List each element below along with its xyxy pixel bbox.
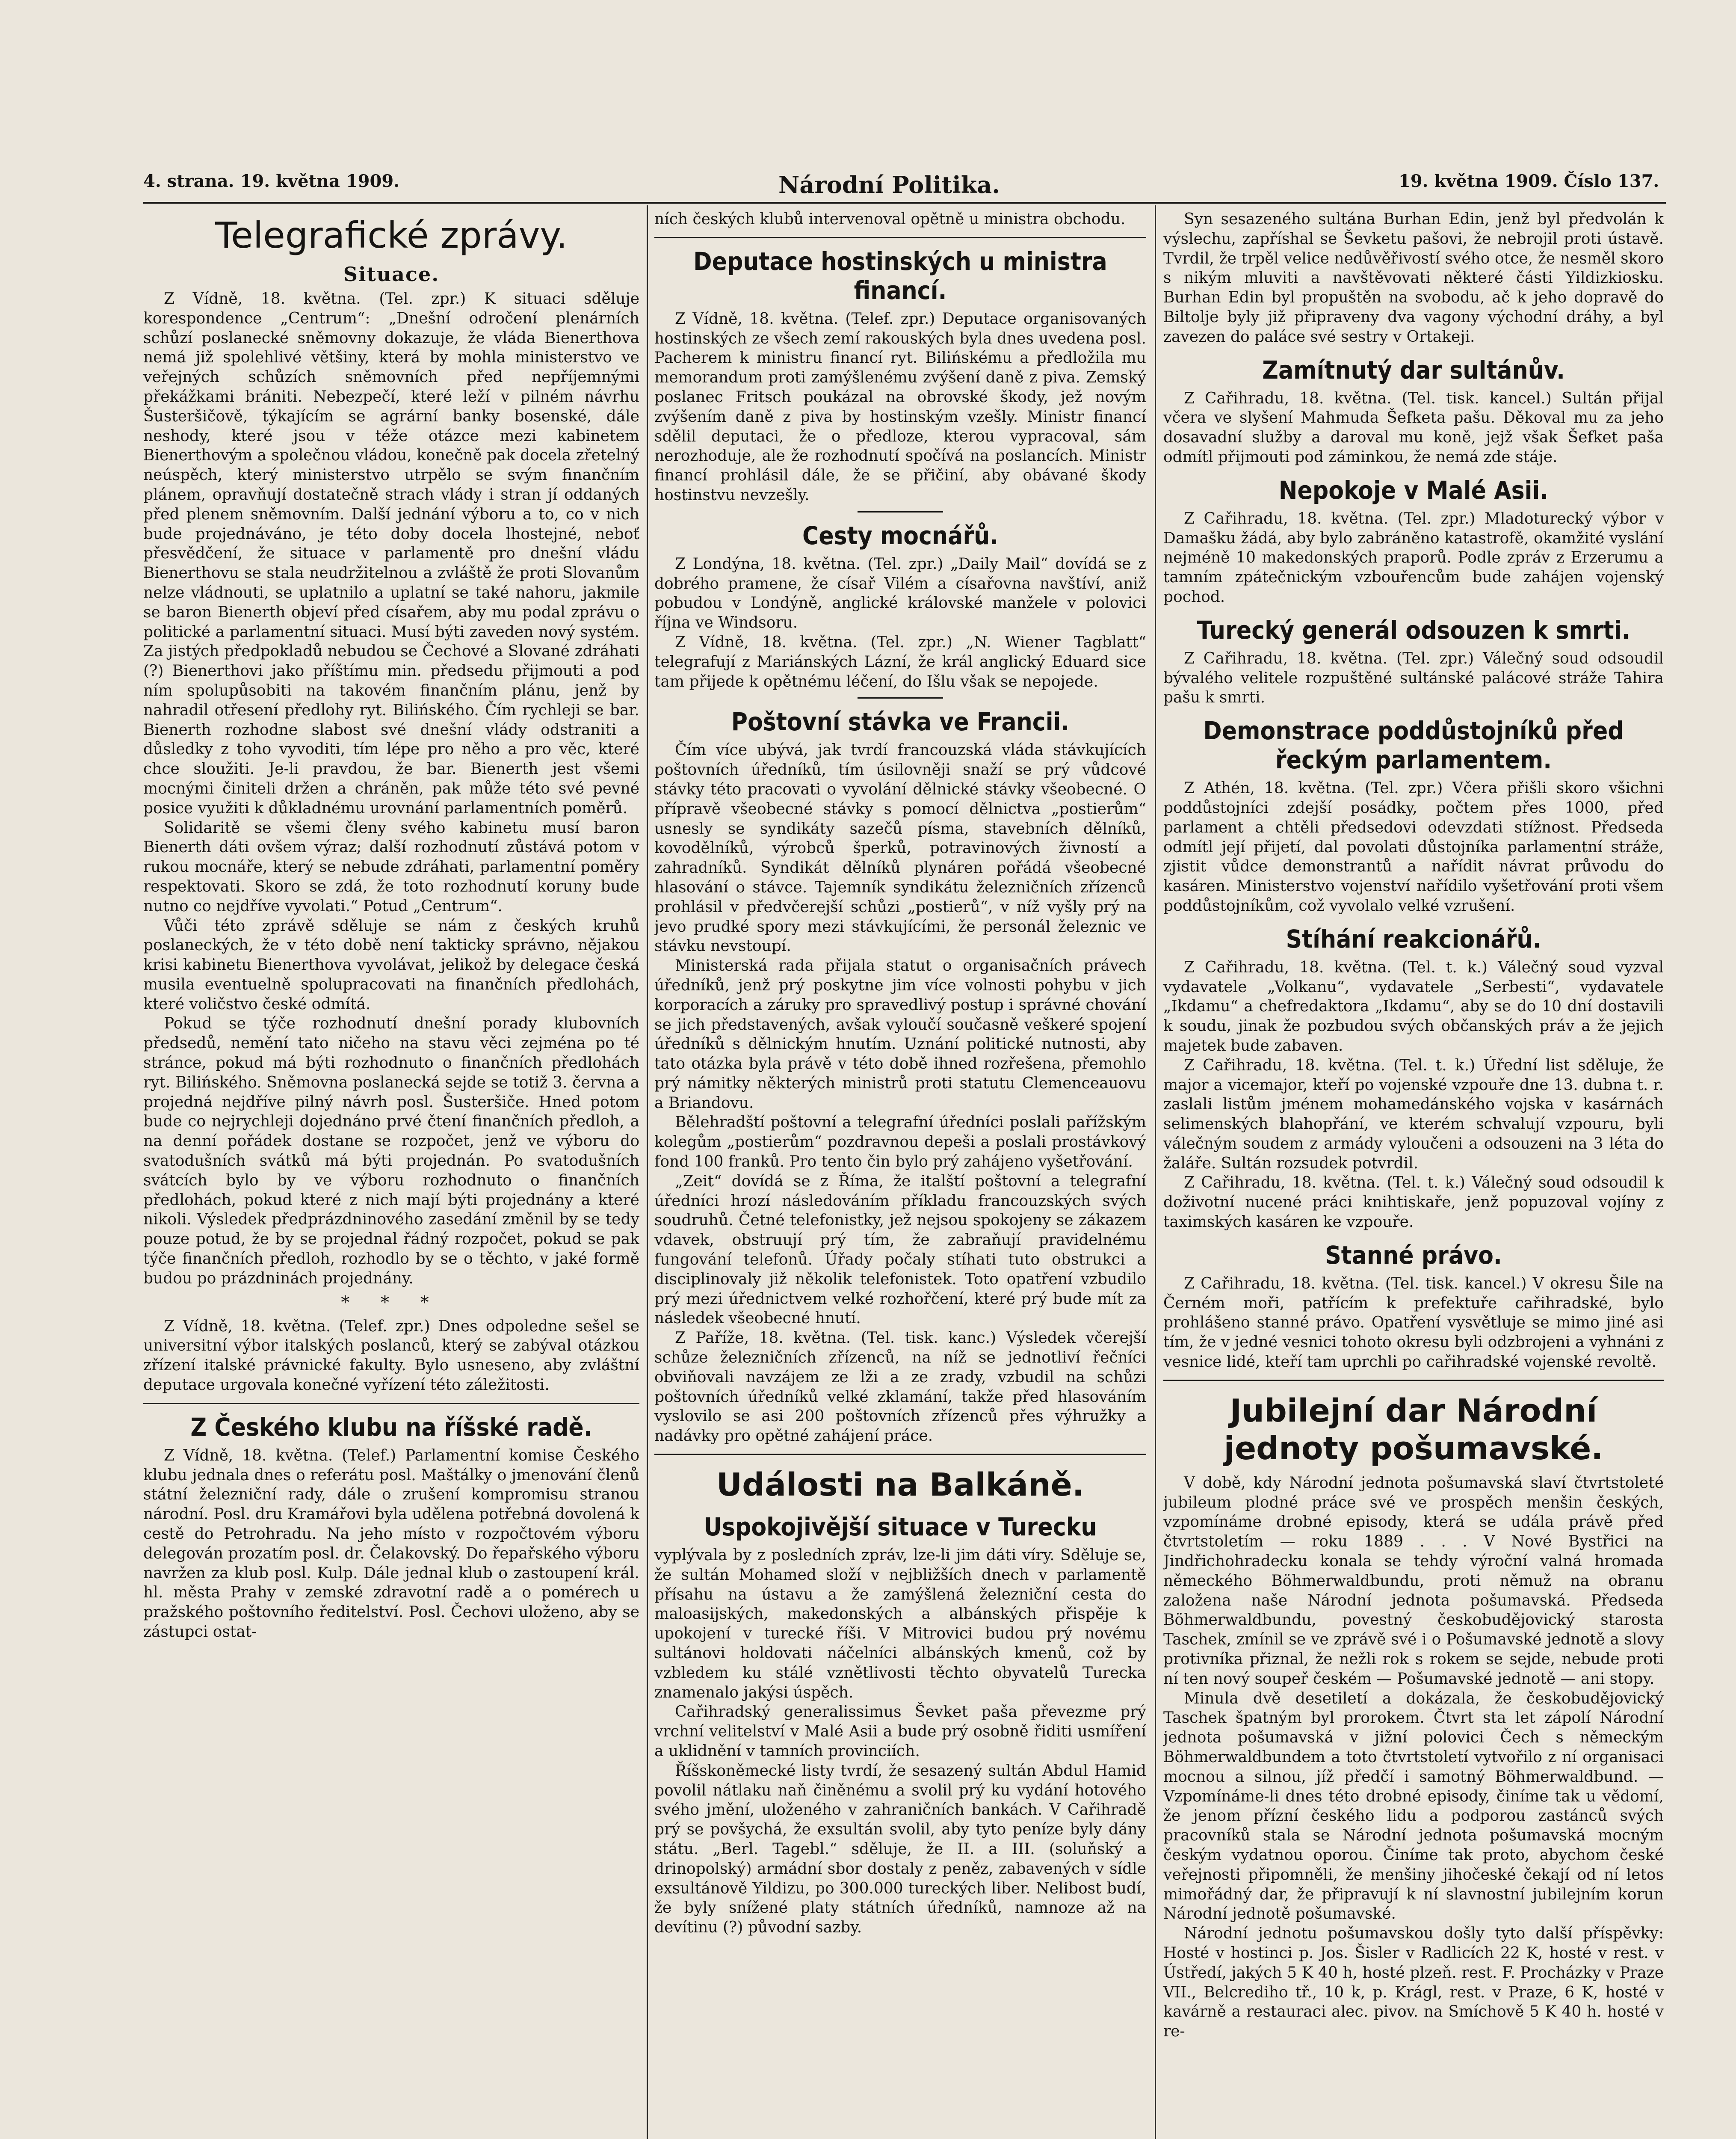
newspaper-masthead: Národní Politika. [778,171,1000,198]
article-paragraph: V době, kdy Národní jednota pošumavská slaví čtvrtstoleté jubileum plodné práce své ve prospěch menšin českých, vzpomínáme drobné episody, která se udála právě před čtvrtstoletím — roku 1889 . . . V Nové Bystřici na Jindřichohradecku konala se tehdy výroční valná hromada německého Böhmerwaldbundu, proti němuž na obranu založena naše Národní jednota pošumavská. Předseda Böhmerwaldbundu, povestný českobudějovický starosta Taschek, zmínil se ve zprávě své i o Pošumavské jednotě a slovy protivníka přiznal, že nežli rok s rokem se sejde, nebude proti ní ten nový soupeř českém — Pošumavské jednotě — ani stopy. [1163,1474,1664,1688]
article-paragraph: Čím více ubývá, jak tvrdí francouzská vláda stávkujících poštovních úředníků, tím úsilovněji snaží se prý vůdcové stávky této pracovati o vyvolání dělnické stávky všeobecné. O přípravě všeobecné stávky s pomocí dělnictva „postierům“ usnesly se syndikáty sazečů písma, stavebních dělníků, kovodělníků, výrobců šperků, potravinových živností a zahradníků. Syndikát dělníků plynáren pořádá všeobecné hlasování o stávce. Tajemník syndikátu železničních zřízenců prohlásil v předvčerejší schůzi „postierů“, v níž vyšly prý na jevo prudké spory mezi stávkujícími, že personál železnic ve stávku nevstoupí. [654,741,1146,955]
article-paragraph: Z Cařihradu, 18. května. (Tel. tisk. kancel.) V okresu Šile na Černém moři, patřícím k prefektuře cařihradské, bylo prohlášeno stanné právo. Opatření vysvětluje se mimo jiné asi tím, že v jedné vesnici tohoto okresu byli odzbrojeni a vyhnáni z vesnice lidé, kteří tam uprchli po cařihradské vojenské revoltě. [1163,1274,1664,1371]
article-heading: Zamítnutý dar sultánův. [1262,355,1565,385]
article-paragraph: Ministerská rada přijala statut o organisačních právech úředníků, jenž prý poskytne jim více volnosti pohybu v jich korporacích a záruky pro spravedlivý postup i správné chování se jich představených, avšak vyloučí současně veškeré spojení úředníků s dělnickým hnutím. Uznání politické nutnosti, aby tato otázka byla právě v této době ihned rozřešena, přemohlo prý námitky některých ministrů proti statutu Clemenceauovu a Briandovu. [654,957,1146,1112]
article-paragraph: vyplývala by z posledních zpráv, lze-li jim dáti víry. Sděluje se, že sultán Mohamed složí v nejbližších dnech v parlamentě přísahu na ústavu a že zamýšlená železniční cesta do maloasijských, makedonských a albánských přispěje k upokojení v turecké říši. V Mitrovici budou prý novému sultánovi holdovati náčelníci albánských kmenů, což by vzbledem ku stálé vznětlivosti těchto obyvatelů Turecka znamenalo jakýsi úspěch. [654,1546,1146,1701]
section-title: Jubilejní dar Národní jednoty pošumavské. [1224,1392,1603,1467]
column-divider [647,205,648,2139]
article-heading: Stanné právo. [1325,1240,1502,1270]
article-paragraph: Z Cařihradu, 18. května. (Tel. t. k.) Úřední list sděluje, že major a vicemajor, kteří po vojenské vzpouře dne 13. dubna t. r. zaslali listům jménem mohamedánského vojska v kasárnách selimenských blahopřání, ve kterém schvalují vzpouru, byli válečným soudem z armády vyloučeni a odsouzeni na 3 léta do žaláře. Sultán rozsudek potvrdil. [1163,1056,1664,1172]
article-heading: Z Českého klubu na říšské radě. [190,1412,592,1442]
section-rule [654,237,1146,238]
article-heading: Deputace hostinských u ministra financí. [693,246,1107,305]
header-rule [143,202,1666,204]
short-rule [858,511,943,513]
section-rule [654,1454,1146,1455]
article-paragraph: Národní jednotu pošumavskou došly tyto další příspěvky: Hosté v hostinci p. Jos. Šisler v Radlicích 22 K, hosté v rest. v Ústředí, jakých 5 K 40 h, hosté plzeň. rest. F. Procházky v Praze VII., Belcrediho tř., 10 k, p. Krágl, rest. v Praze, 6 K, hosté v kavárně a restauraci alec. pivov. na Smíchově 5 K 40 h. hosté v re- [1163,1925,1664,2041]
article-paragraph: Z Cařihradu, 18. května. (Tel. zpr.) Mladoturecký výbor v Damašku žádá, aby bylo zabráněno katastrofě, okamžité vyslání nejméně 10 makedonských praporů. Podle zpráv z Erzerumu a tamním zpátečnickým vzbouřencům bude zahájen vojenský pochod. [1163,510,1664,606]
article-paragraph: Bělehradští poštovní a telegrafní úředníci poslali pařížským kolegům „postierům“ pozdravnou depeši a poslali prostávkový fond 100 franků. Pro tento čin bylo prý zahájeno vyšetřování. [654,1114,1146,1171]
column-1 [143,210,639,2139]
article-heading: Cesty mocnářů. [802,521,999,550]
article-paragraph: Z Vídně, 18. května. (Telef.) Parlamentní komise Českého klubu jednala dnes o referátu posl. Maštálky o jmenování členů státní železniční rady, dále o zrušení kompromisu stranou národní. Posl. dru Kramářovi byla udělena potřebná dovolená k cestě do Petrohradu. Na jeho místo v rozpočtovém výboru delegován prozatím posl. dr. Čelakovský. Do řepařského výboru navržen za klub posl. Kulp. Dále jednal klub o zastoupení král. hl. města Prahy v zemské zdravotní radě a o pomérech u pražského poštovního ředitelství. Posl. Čechovi uloženo, aby se zástupci ostat- [143,1446,639,1641]
short-rule [858,697,943,699]
article-paragraph: Syn sesazeného sultána Burhan Edin, jenž byl předvolán k výslechu, zapříshal se Ševketu pašovi, že nebrojil proti ústavě. Tvrdil, že trpěl velice nedůvěřivostí svého otce, že nesměl skoro s nikým mluviti a navštěvovati některé části Yildizkiosku. Burhan Edin byl propuštěn na svobodu, ač k jeho dopravě do Biltolje byly již připraveny dva vagony východní dráhy, a byl zavezen do paláce své sestry v Ortakeji. [1163,210,1664,346]
article-heading: Turecký generál odsouzen k smrti. [1197,615,1630,645]
article-paragraph: Z Paříže, 18. května. (Tel. tisk. kanc.) Výsledek včerejší schůze železničních zřízenců, na níž se jednotliví řečníci obviňovali navzájem ze lži a ze zrady, vzbudil na schůzi poštovních úředníků velké zklamání, takže před hlasováním vyslovilo se asi 200 poštovních zřízenců přes výhružky a nadávky pro opětné zahájení práce. [654,1329,1146,1445]
article-heading: Stíhání reakcionářů. [1286,924,1541,954]
column-divider [1155,205,1156,2139]
page-number-date: 4. strana. 19. května 1909. [143,171,400,191]
article-heading: Demonstrace poddůstojníků před řeckým parlamentem. [1203,716,1624,775]
article-heading: Poštovní stávka ve Francii. [731,707,1070,737]
article-paragraph: Z Vídně, 18. května. (Telef. zpr.) Dnes odpoledne sešel se universitní výbor italských poslanců, který se zabýval otázkou zřízení italské právnické fakulty. Bylo usneseno, aby zvláštní deputace urgovala konečné vyřízení této záležitosti. [143,1317,639,1394]
article-paragraph: Z Vídně, 18. května. (Telef. zpr.) Deputace organisovaných hostinských ze všech zemí rakouských byla dnes uvedena posl. Pacherem k ministru financí ryt. Bilińskému a předložila mu memorandum proti zamýšlenému zvýšení daně z piva. Zemský poslanec Fritsch poukázal na obrovské škody, jež novým zvýšením daně z piva by hostinským vzešly. Ministr financí sdělil deputaci, že o předloze, kterou vypracoval, sám nerozhoduje, ale že rozhodnutí spočívá na poslancích. Ministr financí prohlásil dále, že se přičiní, aby obávané škody hostinstvu nevzešly. [654,310,1146,504]
article-paragraph: Z Vídně, 18. května. (Tel. zpr.) „N. Wiener Tagblatt“ telegrafují z Mariánských Lázní, že král anglický Eduard sice tam přijede k opětnému léčení, do Išlu však se nepojede. [654,633,1146,690]
section-rule [1163,1380,1664,1381]
article-paragraph: Z Athén, 18. května. (Tel. zpr.) Včera přišli skoro všichni poddůstojníci zdejší posádky, počtem přes 1000, před parlament a chtěli předsedovi odevzdati stížnost. Předseda odmítl její přijetí, dal povolati důstojníka parlamentní stráže, zjistit vůdce demonstrantů a nařídit návrat průvodu do kasáren. Ministerstvo vojenství nařídilo vyšetřování proti všem poddůstojníkům, což vyvolalo velké vzrušení. [1163,779,1664,915]
article-heading: Uspokojivější situace v Turecku [704,1512,1097,1542]
article-paragraph: Vůči této zprávě sděluje se nám z českých kruhů poslaneckých, že v této době není takticky správno, nějakou krisi kabinetu Bienerthova vyvolávat, jelikož by delegace česká musila eventuelně spolupracovati na finančních předlohách, které voličstvo české odmítá. [143,917,639,1013]
article-paragraph: Z Vídně, 18. května. (Tel. zpr.) K situaci sděluje korespondence „Centrum“: „Dnešní odročení plenárních schůzí poslanecké sněmovny dokazuje, že vláda Bienerthova nemá již spolehlivé většiny, která by mohla ministerstvo ve veřejných schůzích sněmovních před nepříjemnými překážkami brániti. Nebezpečí, které leží v pilném návrhu Šusteršičově, týkajícím se agrární banky bosenské, dále neshody, které jsou v téže otázce mezi kabinetem Bienerthovým a společnou vládou, konečně pak docela zřetelný neúspěch, který ministerstvo utrpělo se svým finančním plánem, opravňují dostatečně strach vlády i stran jí oddaných před plenem sněmovním. Další jednání výboru a to, co v nich bude projednáváno, je této doby docela lhostejné, neboť přesvědčení, že situace v parlamentě pro dnešní vládu Bienerthovu se stala neudržitelnou a zvláště že proti Slovanům nelze vládnouti, se uplatnilo a uplatní se také nahoru, jakmile se baron Bienerth objeví před císařem, aby mu podal zprávu o politické a parlamentní situaci. Musí býti zaveden nový systém. Za jistých předpokladů nebudou se Čechové a Slované zdráhati (?) Bienerthovi jako příštímu min. předsedu přijmouti a pod ním spolupůsobiti na takovém finančním plánu, jenž by nahradil otřesení předlohy ryt. Bilińského. Čím rychleji se bar. Bienerth rozhodne slabost své dnešní vlády odstraniti a důsledky z toho vyvoditi, tím lépe pro něho a pro věc, které chce sloužiti. Je-li pravdou, že bar. Bienerth jest všemi mocnými činiteli držen a chráněn, pak může této své pevné posice využiti k důkladnému urovnání parlamentních poměrů. [143,290,639,817]
article-paragraph: Z Cařihradu, 18. května. (Tel. t. k.) Válečný soud odsoudil k doživotní nucené práci knihtiskaře, jenž popuzoval vojíny z taximských kasáren ke vzpouře. [1163,1174,1664,1231]
section-title: Telegrafické zprávy. [215,214,568,256]
column-2 [654,210,1146,2139]
article-heading: Nepokoje v Malé Asii. [1278,475,1549,505]
article-paragraph: Minula dvě desetiletí a dokázala, že českobudějovický Taschek špatným byl prorokem. Čtvrt sta let zápolí Národní jednota pošumavská v jižní polovici Čech s německým Böhmerwaldbundem a toto čtvrtstoletí vytvořilo z ní organisaci mocnou a silnou, jíž předčí i samotný Böhmerwaldbund. — Vzpomínáme-li dnes této drobné episody, činíme tak u vědomí, že jenom přízní českého lidu a podporou zastánců svých pracovníků stala se Národní jednota pošumavská mocným českým vydatnou oporou. Činíme tak proto, abychom české veřejnosti připomněli, že menšiny jihočeské čekají od ní letos mimořádný dar, že připravují k ní slavnostní jubilejním korun Národní jednotě pošumavské. [1163,1689,1664,1923]
article-paragraph: Z Cařihradu, 18. května. (Tel. tisk. kancel.) Sultán přijal včera ve slyšení Mahmuda Šefketa pašu. Děkoval mu za jeho dosavadní služby a daroval mu koně, jejž však Šefket paša odmítl přijmouti pod záminkou, že nemá zde stáje. [1163,389,1664,466]
article-paragraph: „Zeit“ dovídá se z Říma, že italští poštovní a telegrafní úředníci hrozí následováním příkladu francouzských svých soudruhů. Četné telefonistky, jež nejsou spokojeny se zákazem vdavek, obstruují prý tím, že zabraňují pravidelnému fungování telefonů. Úřady počaly stíhati tuto obstrukci a disciplinovaly již několik telefonistek. Toto opatření vzbudilo prý mezi úřednictvem velké rozhořčení, které prý bude mít za následek všeobecné hnutí. [654,1172,1146,1327]
article-paragraph: Z Cařihradu, 18. května. (Tel. zpr.) Válečný soud odsoudil bývalého velitele rozpuštěné sultánské palácové stráže Tahira pašu k smrti. [1163,649,1664,707]
article-paragraph: Říšskoněmecké listy tvrdí, že sesazený sultán Abdul Hamid povolil nátlaku naň činěnému a svolil prý ku vydání hotového svého jmění, uloženého v zahraničních bankách. V Cařihradě prý se povšychá, že exsultán svolil, aby tyto peníze byly dány státu. „Berl. Tagebl.“ sděluje, že II. a III. (soluňský a drinopolský) armádní sbor dostaly z peněz, zabavených v sídle exsultánově Yildizu, po 300.000 tureckých liber. Nelibost budí, že byly snížené platy státních úředníků, namnoze až na devítinu (?) původní sazby. [654,1762,1146,1937]
section-rule [143,1403,639,1404]
section-title: Události na Balkáně. [716,1466,1084,1504]
article-paragraph: ních českých klubů intervenoval opětně u ministra obchodu. [654,210,1126,228]
column-3 [1163,210,1664,2139]
article-paragraph: Z Londýna, 18. května. (Tel. zpr.) „Daily Mail“ dovídá se z dobrého pramene, že císař Vilém a císařovna navštíví, aniž pobudou v Londýně, anglické královské manžele v polovici října ve Windsoru. [654,555,1146,632]
article-heading: Situace. [343,263,440,286]
article-paragraph: Cařihradský generalissimus Ševket paša převezme prý vrchní velitelství v Malé Asii a bude prý osobně řiditi usmíření a uklidnění v tamních provinciích. [654,1703,1146,1760]
separator-stars: * * * [341,1292,442,1312]
article-paragraph: Pokud se týče rozhodnutí dnešní porady klubovních předsedů, nemění tato ničeho na stavu věci zejména po té stránce, pokud má býti rozhodnuto o finančních předlohách ryt. Bilińského. Sněmovna poslanecká sejde se totiž 3. června a projedná nejdříve pilný návrh posl. Šusteršiče. Hned potom bude co nejrychleji dojednáno prvé čtení finančních předloh, a na denní pořádek dostane se rozpočet, jenž ve výboru do svatodušních svátků má býti projednán. Po svatodušních svátcích bylo by ve výboru rozhodnuto o finančních předlohách, pokud které z nich mají býti projednány a které nikoli. Výsledek předprázdninového zasedání změnil by se tedy pouze potud, že by se projednal řádný rozpočet, pokud se pak týče finančních předloh, rozhodlo by se o těchto, v jaké formě budou po prázdninách projednány. [143,1015,639,1287]
issue-date-number: 19. května 1909. Číslo 137. [1399,171,1659,191]
article-paragraph: Solidaritě se všemi členy svého kabinetu musí baron Bienerth dáti ovšem výraz; další rozhodnutí zůstává potom v rukou mocnáře, který se nebude zdráhati, parlamentní poměry respektovati. Skoro se zdá, že toto rozhodnutí koruny bude nutno co nejdříve vyvolati.“ Potud „Centrum“. [143,819,639,915]
article-paragraph: Z Cařihradu, 18. května. (Tel. t. k.) Válečný soud vyzval vydavatele „Volkanu“, vydavatele „Serbesti“, vydavatele „Ikdamu“ a chefredaktora „Ikdamu“, aby se do 10 dní dostavili k soudu, jinak že pozbudou svých občanských práv a že jejich majetek bude zabaven. [1163,958,1664,1055]
